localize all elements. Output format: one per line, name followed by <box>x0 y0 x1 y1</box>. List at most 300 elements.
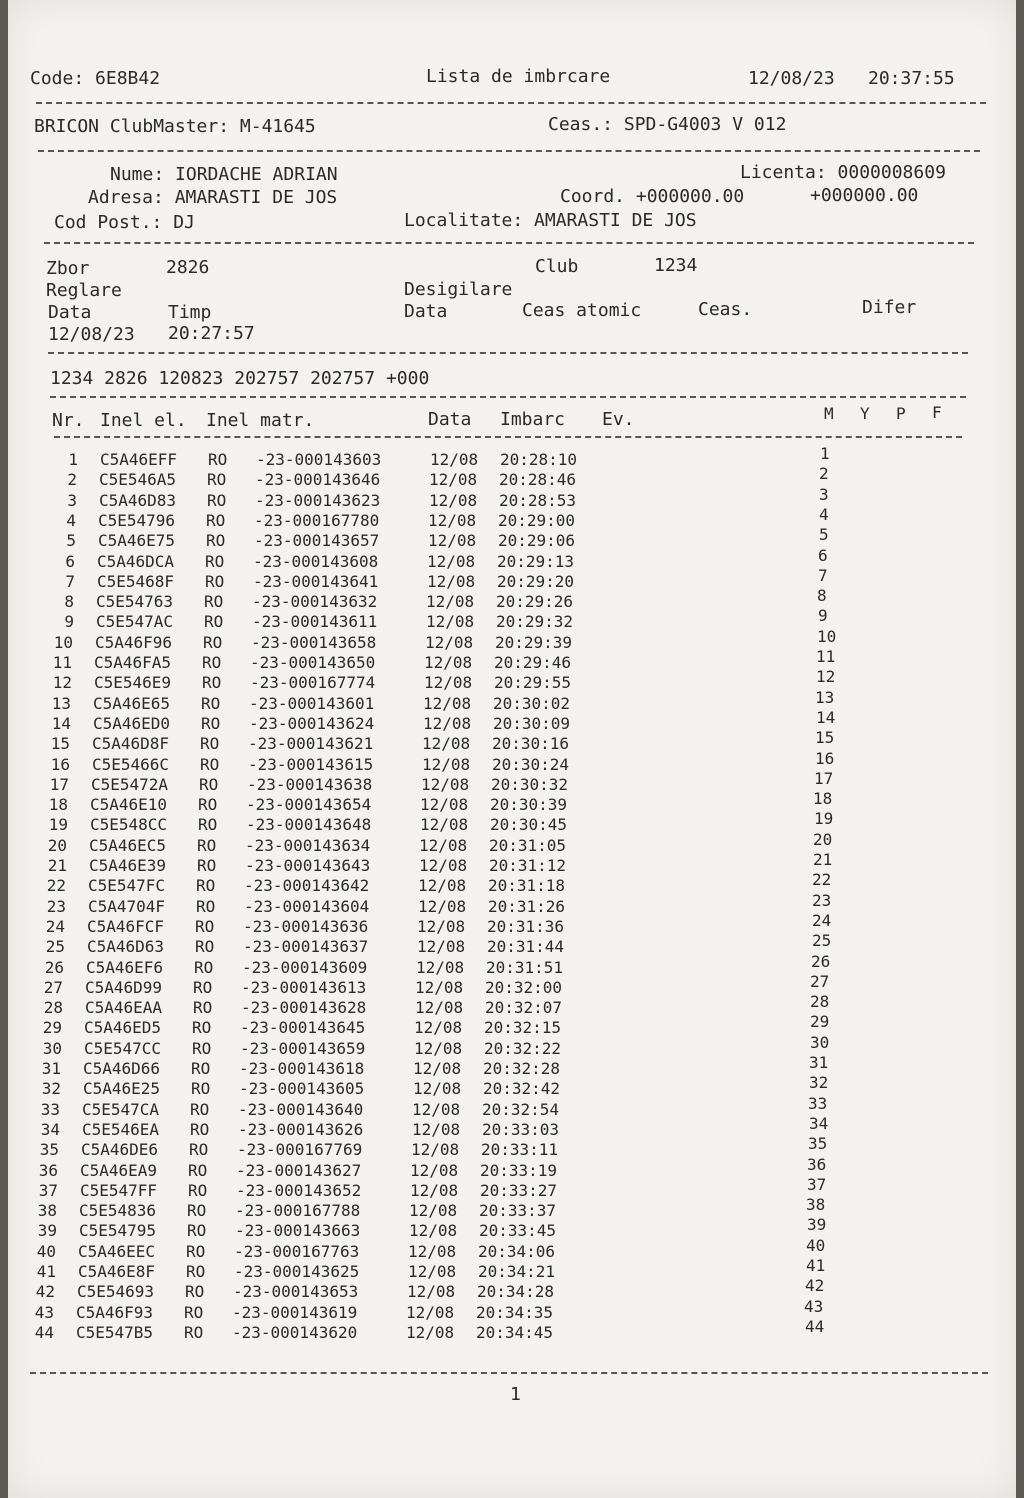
column-arrival: Imbarc <box>500 409 566 430</box>
row-number: 28 <box>43 998 63 1018</box>
electronic-ring: C5E54693 <box>77 1282 155 1302</box>
row-number: 38 <box>37 1201 57 1221</box>
position-m: 10 <box>817 626 837 646</box>
device-model: BRICON ClubMaster: M-41645 <box>34 116 316 137</box>
arrival-time: 20:29:32 <box>496 612 574 632</box>
electronic-ring: C5E546EA <box>82 1119 160 1139</box>
electronic-ring: C5E547AC <box>96 612 174 632</box>
electronic-ring: C5A46DCA <box>97 551 175 571</box>
country-code: RO <box>197 835 217 855</box>
postcode: Cod Post.: DJ <box>54 212 195 233</box>
arrival-time: 20:33:03 <box>482 1119 560 1139</box>
position-m: 23 <box>812 890 832 910</box>
column-p: P <box>896 404 906 423</box>
position-m: 33 <box>808 1093 828 1113</box>
ring-number: -23-000143605 <box>239 1079 365 1099</box>
ring-number: -23-000143620 <box>232 1322 358 1342</box>
table-row <box>8 525 1016 551</box>
row-number: 23 <box>46 896 66 916</box>
table-row <box>8 667 1016 693</box>
table-row <box>8 687 1016 714</box>
electronic-ring: C5E548CC <box>90 815 168 835</box>
table-row <box>8 545 1016 572</box>
electronic-ring: C5E54763 <box>96 592 174 612</box>
row-number: 9 <box>64 612 74 632</box>
position-m: 1 <box>820 444 830 463</box>
row-number: 30 <box>42 1038 62 1058</box>
table-row <box>8 809 1016 835</box>
ring-number: -23-000143621 <box>248 734 374 754</box>
ring-number: -23-000143609 <box>242 957 368 977</box>
country-code: RO <box>205 551 225 571</box>
coordinates-label: Coord. +000000.00 <box>560 186 745 207</box>
difference-label: Difer <box>862 297 917 318</box>
ring-number: -23-000143608 <box>253 551 379 571</box>
arrival-time: 20:31:05 <box>489 835 567 855</box>
country-code: RO <box>207 470 227 490</box>
position-m: 29 <box>810 1012 830 1032</box>
position-m: 34 <box>809 1113 829 1133</box>
table-row <box>8 1296 1016 1323</box>
country-code: RO <box>195 916 215 936</box>
arrival-time: 20:32:22 <box>484 1038 562 1058</box>
ring-number: -23-000143648 <box>246 815 372 835</box>
arrival-date: 12/08 <box>412 1119 461 1139</box>
arrival-time: 20:29:20 <box>497 571 575 591</box>
page-number: 1 <box>510 1384 521 1405</box>
arrival-date: 12/08 <box>417 916 466 936</box>
arrival-date: 12/08 <box>428 531 477 551</box>
electronic-ring: C5A46EAA <box>85 998 163 1018</box>
arrival-time: 20:30:16 <box>492 734 570 754</box>
ring-number: -23-000143663 <box>235 1221 361 1241</box>
arrival-time: 20:33:19 <box>480 1160 558 1180</box>
row-number: 18 <box>48 795 68 815</box>
arrival-date: 12/08 <box>419 835 468 855</box>
position-m: 12 <box>816 667 836 687</box>
country-code: RO <box>204 612 224 632</box>
arrival-date: 12/08 <box>419 856 468 875</box>
electronic-ring: C5A46F96 <box>95 632 173 652</box>
row-number: 44 <box>34 1322 54 1342</box>
table-row <box>8 728 1016 754</box>
arrival-date: 12/08 <box>421 774 470 794</box>
country-code: RO <box>186 1241 206 1261</box>
position-m: 36 <box>807 1154 827 1174</box>
arrival-time: 20:31:18 <box>488 876 566 896</box>
ring-number: -23-000143638 <box>247 774 373 794</box>
arrival-time: 20:29:13 <box>497 551 575 571</box>
table-row <box>8 1053 1016 1079</box>
ring-number: -23-000143641 <box>253 571 379 591</box>
setting-label: Reglare <box>46 280 122 301</box>
table-row <box>8 829 1016 856</box>
row-number: 39 <box>37 1221 57 1241</box>
column-ring-number: Inel matr. <box>206 410 315 431</box>
arrival-time: 20:30:09 <box>493 713 571 733</box>
country-code: RO <box>188 1180 208 1200</box>
position-m: 11 <box>816 647 836 666</box>
country-code: RO <box>187 1201 207 1221</box>
table-row <box>8 586 1016 612</box>
table-row <box>8 1235 1016 1262</box>
divider <box>30 1372 988 1374</box>
electronic-ring: C5A46EF6 <box>86 957 164 977</box>
owner-name: Nume: IORDACHE ADRIAN <box>110 164 338 185</box>
ring-number: -23-000143642 <box>244 876 370 896</box>
ring-number: -23-000143625 <box>234 1262 360 1281</box>
row-number: 41 <box>36 1262 56 1281</box>
arrival-time: 20:32:28 <box>483 1059 561 1078</box>
table-row <box>8 1154 1016 1181</box>
position-m: 19 <box>814 809 834 829</box>
arrival-date: 12/08 <box>422 754 471 774</box>
arrival-time: 20:34:35 <box>476 1302 554 1322</box>
position-m: 32 <box>809 1073 829 1093</box>
clock-model: Ceas.: SPD-G4003 V 012 <box>548 114 787 135</box>
row-number: 35 <box>39 1140 59 1160</box>
arrival-time: 20:32:15 <box>484 1018 562 1038</box>
ring-number: -23-000143623 <box>255 490 381 510</box>
electronic-ring: C5E54795 <box>79 1221 157 1241</box>
country-code: RO <box>192 1018 212 1038</box>
electronic-ring: C5E547FC <box>88 876 166 896</box>
print-date: 12/08/23 <box>748 68 835 89</box>
row-number: 5 <box>66 531 76 551</box>
country-code: RO <box>185 1282 205 1302</box>
flight-number: 2826 <box>166 257 210 278</box>
arrival-date: 12/08 <box>417 937 466 957</box>
licence-number: Licenta: 0000008609 <box>740 162 946 183</box>
table-row <box>8 1012 1016 1038</box>
row-number: 34 <box>40 1119 60 1139</box>
ring-number: -23-000143604 <box>244 896 370 916</box>
divider <box>54 436 962 438</box>
arrival-time: 20:31:36 <box>487 916 565 936</box>
position-m: 39 <box>807 1215 827 1235</box>
position-m: 2 <box>819 464 829 484</box>
country-code: RO <box>204 592 224 612</box>
table-row <box>8 647 1016 673</box>
arrival-time: 20:28:46 <box>499 470 577 490</box>
row-number: 29 <box>42 1018 62 1038</box>
table-row <box>8 850 1016 876</box>
electronic-ring: C5E54836 <box>79 1201 157 1221</box>
arrival-date: 12/08 <box>422 734 471 754</box>
row-number: 12 <box>52 673 72 693</box>
arrival-time: 20:29:06 <box>498 531 576 551</box>
ring-number: -23-000143646 <box>255 470 381 490</box>
arrival-date: 12/08 <box>426 592 475 612</box>
ring-number: -23-000143658 <box>251 632 377 652</box>
position-m: 43 <box>804 1296 824 1316</box>
ring-number: -23-000167763 <box>234 1241 360 1261</box>
country-code: RO <box>188 1160 208 1180</box>
country-code: RO <box>207 490 227 510</box>
position-m: 35 <box>808 1134 828 1154</box>
table-row <box>8 951 1016 978</box>
arrival-time: 20:30:02 <box>493 693 571 713</box>
country-code: RO <box>184 1322 204 1342</box>
country-code: RO <box>187 1221 207 1241</box>
electronic-ring: C5A46D63 <box>87 937 165 957</box>
country-code: RO <box>190 1119 210 1139</box>
row-number: 43 <box>34 1302 54 1322</box>
ring-number: -23-000143640 <box>238 1099 364 1119</box>
row-number: 6 <box>65 551 75 571</box>
document-title: Lista de imbrcare <box>426 66 611 87</box>
arrival-time: 20:30:45 <box>490 815 568 835</box>
electronic-ring: C5A46ED0 <box>93 713 171 733</box>
summary-line: 1234 2826 120823 202757 202757 +000 <box>50 368 430 389</box>
arrival-time: 20:29:26 <box>496 592 574 612</box>
table-row <box>8 748 1016 775</box>
row-number: 13 <box>51 693 71 713</box>
clock-label: Ceas. <box>698 299 753 320</box>
electronic-ring: C5A46EA9 <box>80 1160 158 1180</box>
printout-sheet <box>8 0 1016 1498</box>
country-code: RO <box>195 937 215 957</box>
position-m: 30 <box>810 1032 830 1052</box>
ring-number: -23-000167788 <box>235 1201 361 1221</box>
setting-time: 20:27:57 <box>168 323 255 344</box>
ring-number: -23-000143653 <box>233 1282 359 1302</box>
electronic-ring: C5E5468F <box>97 571 175 591</box>
ring-number: -23-000143613 <box>241 977 367 997</box>
arrival-date: 12/08 <box>420 795 469 815</box>
position-m: 22 <box>812 870 832 890</box>
country-code: RO <box>197 856 217 875</box>
row-number: 3 <box>67 490 77 510</box>
ring-number: -23-000143637 <box>243 937 369 957</box>
arrival-date: 12/08 <box>418 896 467 916</box>
position-m: 44 <box>805 1316 825 1336</box>
arrival-date: 12/08 <box>429 470 478 490</box>
ring-number: -23-000143643 <box>245 856 371 875</box>
country-code: RO <box>201 693 221 713</box>
position-m: 9 <box>818 606 828 626</box>
arrival-time: 20:31:26 <box>488 896 566 916</box>
row-number: 20 <box>47 835 67 855</box>
row-number: 31 <box>41 1059 61 1078</box>
country-code: RO <box>206 510 226 530</box>
row-number: 17 <box>49 774 69 794</box>
row-number: 32 <box>41 1079 61 1099</box>
row-number: 42 <box>35 1282 55 1302</box>
row-number: 25 <box>45 937 65 957</box>
row-number: 26 <box>44 957 64 977</box>
electronic-ring: C5E546A5 <box>99 470 177 490</box>
country-code: RO <box>191 1059 211 1078</box>
ring-number: -23-000143632 <box>252 592 378 612</box>
electronic-ring: C5A4704F <box>88 896 166 916</box>
column-nr: Nr. <box>52 410 85 431</box>
arrival-time: 20:34:28 <box>477 1282 555 1302</box>
position-m: 4 <box>819 504 829 524</box>
electronic-ring: C5E547CA <box>82 1099 160 1119</box>
arrival-date: 12/08 <box>408 1241 457 1261</box>
row-number: 36 <box>38 1160 58 1180</box>
country-code: RO <box>196 896 216 916</box>
position-m: 21 <box>813 850 833 869</box>
arrival-time: 20:30:32 <box>491 774 569 794</box>
arrival-date: 12/08 <box>415 977 464 997</box>
column-electronic-ring: Inel el. <box>100 410 187 431</box>
country-code: RO <box>193 977 213 997</box>
ring-number: -23-000143636 <box>243 916 369 936</box>
column-f: F <box>932 403 942 422</box>
country-code: RO <box>202 673 222 693</box>
divider <box>48 352 968 354</box>
arrival-date: 12/08 <box>414 1038 463 1058</box>
position-m: 16 <box>815 748 835 768</box>
column-event: Ev. <box>602 409 635 430</box>
row-number: 2 <box>67 470 77 490</box>
arrival-date: 12/08 <box>427 551 476 571</box>
document-code: Code: 6E8B42 <box>30 68 161 89</box>
position-m: 20 <box>813 829 833 849</box>
divider <box>44 242 974 244</box>
arrival-time: 20:29:46 <box>494 653 572 672</box>
table-row <box>8 1256 1016 1282</box>
divider <box>38 150 980 152</box>
arrival-date: 12/08 <box>418 876 467 896</box>
arrival-time: 20:28:53 <box>499 490 577 510</box>
table-row <box>8 504 1016 531</box>
column-y: Y <box>860 404 870 423</box>
electronic-ring: C5A46E10 <box>90 795 168 815</box>
arrival-date: 12/08 <box>407 1282 456 1302</box>
row-number: 21 <box>47 856 67 875</box>
arrival-time: 20:31:51 <box>486 957 564 977</box>
electronic-ring: C5A46ED5 <box>84 1018 162 1038</box>
arrival-date: 12/08 <box>411 1140 460 1160</box>
column-date: Data <box>428 409 472 430</box>
ring-number: -23-000143659 <box>240 1038 366 1058</box>
arrival-time: 20:33:45 <box>479 1221 557 1241</box>
arrival-date: 12/08 <box>410 1160 459 1180</box>
position-m: 7 <box>818 565 828 585</box>
electronic-ring: C5A46EFF <box>100 450 178 469</box>
electronic-ring: C5E547FF <box>80 1180 158 1200</box>
table-row <box>8 1134 1016 1160</box>
position-m: 37 <box>807 1174 827 1194</box>
arrival-date: 12/08 <box>414 1018 463 1038</box>
club-number: 1234 <box>654 255 698 276</box>
electronic-ring: C5A46E8F <box>78 1262 156 1281</box>
arrival-date: 12/08 <box>424 673 473 693</box>
electronic-ring: C5E547CC <box>84 1038 162 1058</box>
row-number: 1 <box>68 450 78 469</box>
ring-number: -23-000143634 <box>245 835 371 855</box>
ring-number: -23-000143626 <box>238 1119 364 1139</box>
country-code: RO <box>198 815 218 835</box>
electronic-ring: C5A46E39 <box>89 856 167 875</box>
position-m: 42 <box>805 1276 825 1296</box>
country-code: RO <box>198 795 218 815</box>
country-code: RO <box>200 754 220 774</box>
arrival-date: 12/08 <box>423 693 472 713</box>
arrival-time: 20:32:54 <box>482 1099 560 1119</box>
table-row <box>8 444 1016 470</box>
arrival-date: 12/08 <box>420 815 469 835</box>
arrival-date: 12/08 <box>426 612 475 632</box>
print-time: 20:37:55 <box>868 68 955 89</box>
table-row <box>8 1276 1016 1302</box>
row-number: 7 <box>65 571 75 591</box>
position-m: 5 <box>819 525 829 545</box>
unsealing-label: Desigilare <box>404 279 513 300</box>
country-code: RO <box>196 876 216 896</box>
position-m: 26 <box>811 951 831 971</box>
country-code: RO <box>201 713 221 733</box>
electronic-ring: C5E5472A <box>91 774 169 794</box>
arrival-date: 12/08 <box>415 998 464 1018</box>
table-row <box>8 484 1016 511</box>
table-row <box>8 606 1016 632</box>
electronic-ring: C5A46D99 <box>85 977 163 997</box>
position-m: 15 <box>815 728 835 748</box>
table-row <box>8 626 1016 653</box>
row-number: 16 <box>50 754 70 774</box>
ring-number: -23-000143611 <box>252 612 378 632</box>
row-number: 24 <box>45 916 65 936</box>
country-code: RO <box>202 653 222 672</box>
country-code: RO <box>184 1302 204 1322</box>
atomic-clock-label: Ceas atomic <box>522 300 642 321</box>
setting-date-label: Data <box>48 302 92 323</box>
position-m: 31 <box>809 1053 829 1072</box>
table-row <box>8 1093 1016 1120</box>
electronic-ring: C5A46F93 <box>76 1302 154 1322</box>
country-code: RO <box>192 1038 212 1058</box>
row-number: 14 <box>51 713 71 733</box>
country-code: RO <box>205 571 225 591</box>
table-row <box>8 1174 1016 1201</box>
arrival-time: 20:34:45 <box>476 1322 554 1342</box>
ring-number: -23-000143619 <box>232 1302 358 1322</box>
position-m: 8 <box>817 586 827 606</box>
electronic-ring: C5A46D83 <box>99 490 177 510</box>
position-m: 6 <box>818 545 828 565</box>
setting-date: 12/08/23 <box>48 324 135 345</box>
electronic-ring: C5A46E65 <box>93 693 171 713</box>
electronic-ring: C5E5466C <box>92 754 170 774</box>
arrival-time: 20:33:37 <box>479 1201 557 1221</box>
country-code: RO <box>193 998 213 1018</box>
row-number: 19 <box>48 815 68 835</box>
arrival-date: 12/08 <box>416 957 465 977</box>
electronic-ring: C5E547B5 <box>76 1322 154 1342</box>
owner-address: Adresa: AMARASTI DE JOS <box>88 187 338 208</box>
arrival-time: 20:31:12 <box>489 856 567 875</box>
row-number: 27 <box>43 977 63 997</box>
country-code: RO <box>189 1140 209 1160</box>
ring-number: -23-000167780 <box>254 510 380 530</box>
arrival-date: 12/08 <box>406 1322 455 1342</box>
country-code: RO <box>186 1262 206 1281</box>
divider <box>36 102 986 104</box>
row-number: 37 <box>38 1180 58 1200</box>
row-number: 11 <box>52 653 72 672</box>
arrival-time: 20:33:11 <box>481 1140 559 1160</box>
row-number: 10 <box>53 632 73 652</box>
ring-number: -23-000143601 <box>249 693 375 713</box>
electronic-ring: C5A46E25 <box>83 1079 161 1099</box>
table-row <box>8 992 1016 1018</box>
country-code: RO <box>203 632 223 652</box>
electronic-ring: C5A46FA5 <box>94 653 172 672</box>
